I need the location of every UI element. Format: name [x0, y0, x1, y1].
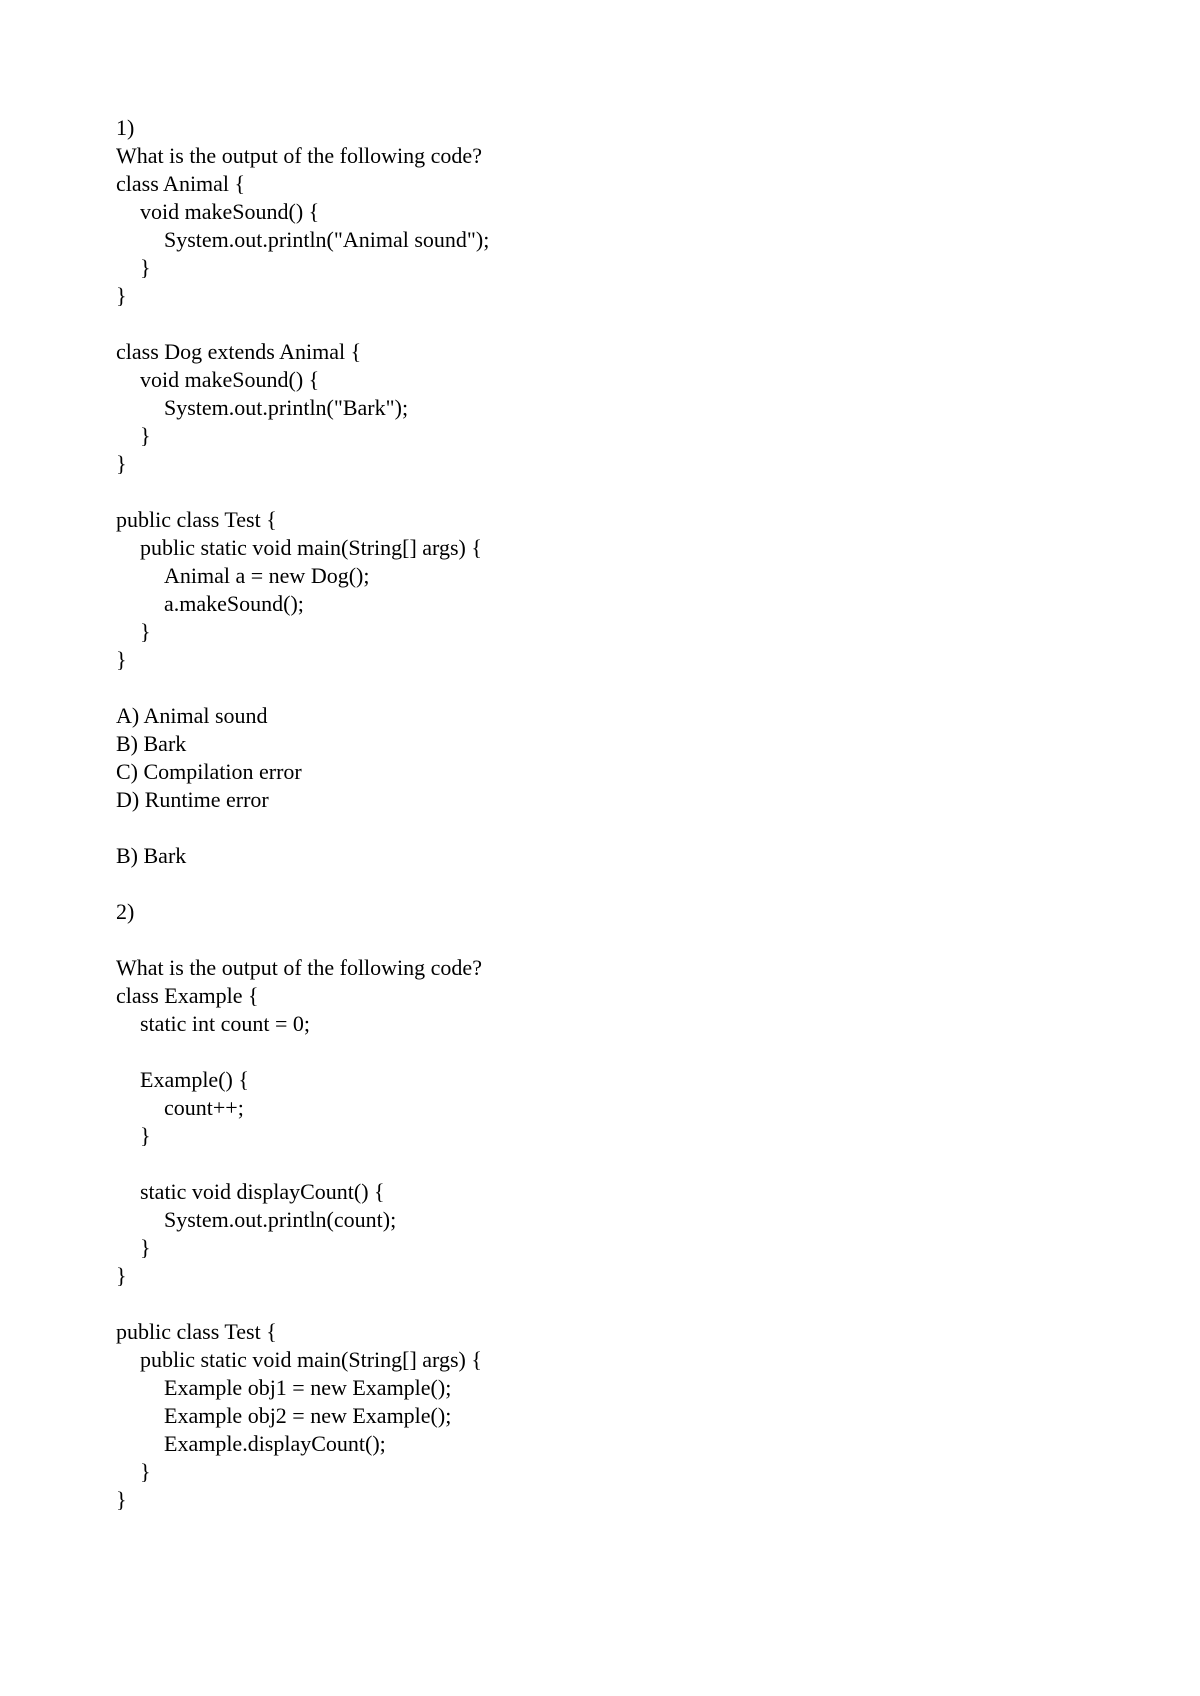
q1-number: 1): [116, 115, 135, 140]
option-d: D) Runtime error: [116, 787, 269, 812]
code-line: Example obj1 = new Example();: [164, 1375, 452, 1400]
q1-code-block: [116, 170, 1116, 674]
code-line: }: [116, 451, 127, 476]
code-line: }: [140, 1123, 151, 1148]
code-line: Example.displayCount();: [164, 1431, 386, 1456]
code-line: }: [116, 647, 127, 672]
q2-number: 2): [116, 899, 135, 924]
q2-prompt: What is the output of the following code?: [116, 955, 482, 980]
q1-answer: B) Bark: [116, 843, 187, 868]
blank-line: [116, 1038, 1116, 1066]
code-line: }: [140, 619, 151, 644]
code-line: static void displayCount() {: [140, 1179, 385, 1204]
blank-line: [116, 310, 1116, 338]
code-line: }: [116, 1487, 127, 1512]
code-line: }: [140, 1459, 151, 1484]
code-line: }: [140, 1235, 151, 1260]
code-line: System.out.println("Animal sound");: [164, 227, 490, 252]
blank-line: [116, 870, 1116, 898]
code-line: public class Test {: [116, 507, 277, 532]
option-b: B) Bark: [116, 731, 187, 756]
code-line: void makeSound() {: [140, 367, 320, 392]
code-line: }: [116, 283, 127, 308]
blank-line: [116, 478, 1116, 506]
code-line: a.makeSound();: [164, 591, 304, 616]
code-line: class Dog extends Animal {: [116, 339, 362, 364]
blank-line: [116, 674, 1116, 702]
code-line: System.out.println("Bark");: [164, 395, 409, 420]
code-line: }: [116, 1263, 127, 1288]
code-line: }: [140, 255, 151, 280]
code-line: void makeSound() {: [140, 199, 320, 224]
code-line: public static void main(String[] args) {: [140, 1347, 482, 1372]
code-line: public static void main(String[] args) {: [140, 535, 482, 560]
document-body: [116, 114, 1116, 1514]
option-a: A) Animal sound: [116, 703, 268, 728]
code-line: Animal a = new Dog();: [164, 563, 370, 588]
code-line: public class Test {: [116, 1319, 277, 1344]
code-line: count++;: [164, 1095, 244, 1120]
code-line: static int count = 0;: [140, 1011, 311, 1036]
code-line: class Example {: [116, 983, 259, 1008]
code-line: class Animal {: [116, 171, 246, 196]
q1-options: [116, 702, 1116, 814]
code-line: Example obj2 = new Example();: [164, 1403, 452, 1428]
blank-line: [116, 1290, 1116, 1318]
code-line: }: [140, 423, 151, 448]
code-line: Example() {: [140, 1067, 249, 1092]
blank-line: [116, 926, 1116, 954]
code-line: System.out.println(count);: [164, 1207, 397, 1232]
blank-line: [116, 1150, 1116, 1178]
q2-code-block: [116, 982, 1116, 1514]
q1-prompt: What is the output of the following code?: [116, 143, 482, 168]
blank-line: [116, 814, 1116, 842]
option-c: C) Compilation error: [116, 759, 302, 784]
